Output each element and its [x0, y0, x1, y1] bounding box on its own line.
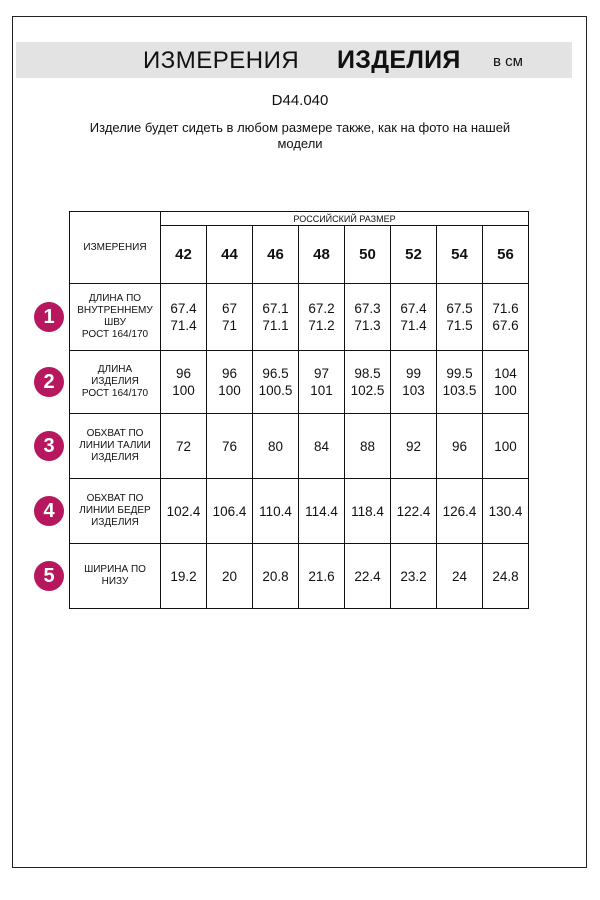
table-row [70, 351, 529, 414]
measurement-value: 88 [345, 414, 391, 479]
measurement-label: ДЛИНА ИЗДЕЛИЯ РОСТ 164/170 [70, 351, 161, 414]
measurement-value: 67.3 71.3 [345, 284, 391, 351]
measurement-value: 20.8 [253, 544, 299, 609]
size-header: 48 [299, 226, 345, 284]
measurement-value: 67 71 [207, 284, 253, 351]
measurement-value: 114.4 [299, 479, 345, 544]
measurement-value: 24.8 [483, 544, 529, 609]
measurement-value: 72 [161, 414, 207, 479]
measurement-value: 19.2 [161, 544, 207, 609]
size-header: 56 [483, 226, 529, 284]
measurement-value: 122.4 [391, 479, 437, 544]
measurement-value: 130.4 [483, 479, 529, 544]
measurement-value: 98.5 102.5 [345, 351, 391, 414]
measurement-value: 20 [207, 544, 253, 609]
measurement-value: 22.4 [345, 544, 391, 609]
row-number-badge: 2 [34, 367, 64, 397]
measurement-value: 24 [437, 544, 483, 609]
measurement-value: 99.5 103.5 [437, 351, 483, 414]
measurement-value: 126.4 [437, 479, 483, 544]
measurement-value: 96 100 [207, 351, 253, 414]
size-header: 50 [345, 226, 391, 284]
table-row [70, 544, 529, 609]
measurement-label: ДЛИНА ПО ВНУТРЕННЕМУ ШВУ РОСТ 164/170 [70, 284, 161, 351]
row-number-badge: 4 [34, 496, 64, 526]
measurement-label: ОБХВАТ ПО ЛИНИИ ТАЛИИ ИЗДЕЛИЯ [70, 414, 161, 479]
row-number-badge: 1 [34, 302, 64, 332]
size-header: 46 [253, 226, 299, 284]
measurement-value: 67.1 71.1 [253, 284, 299, 351]
measurement-label: ШИРИНА ПО НИЗУ [70, 544, 161, 609]
title-garment: ИЗДЕЛИЯ [337, 46, 461, 74]
table-row [70, 479, 529, 544]
table-row [70, 414, 529, 479]
measurement-value: 110.4 [253, 479, 299, 544]
row-number-badge: 3 [34, 431, 64, 461]
measurement-value: 67.5 71.5 [437, 284, 483, 351]
measurement-value: 97 101 [299, 351, 345, 414]
measurement-value: 67.4 71.4 [391, 284, 437, 351]
measurement-value: 84 [299, 414, 345, 479]
size-header: 44 [207, 226, 253, 284]
measurement-value: 104 100 [483, 351, 529, 414]
measurement-value: 23.2 [391, 544, 437, 609]
measurement-value: 100 [483, 414, 529, 479]
measurement-value: 96.5 100.5 [253, 351, 299, 414]
measurement-value: 106.4 [207, 479, 253, 544]
measurement-value: 118.4 [345, 479, 391, 544]
size-header: 54 [437, 226, 483, 284]
table-row [70, 284, 529, 351]
measurement-label: ОБХВАТ ПО ЛИНИИ БЕДЕР ИЗДЕЛИЯ [70, 479, 161, 544]
title-unit: в см [493, 53, 523, 70]
measurement-value: 71.6 67.6 [483, 284, 529, 351]
row-number-badge: 5 [34, 561, 64, 591]
product-code: D44.040 [271, 92, 329, 109]
size-header: 42 [161, 226, 207, 284]
title-measurements: ИЗМЕРЕНИЯ [143, 47, 300, 74]
title-banner [16, 42, 572, 78]
size-header: 52 [391, 226, 437, 284]
measurement-value: 102.4 [161, 479, 207, 544]
measurement-value: 67.4 71.4 [161, 284, 207, 351]
corner-label: ИЗМЕРЕНИЯ [70, 212, 161, 284]
size-system-label: РОССИЙСКИЙ РАЗМЕР [161, 212, 529, 226]
measurement-value: 80 [253, 414, 299, 479]
measurement-value: 92 [391, 414, 437, 479]
fit-note: Изделие будет сидеть в любом размере также, как на фото на нашей модели [89, 120, 511, 151]
measurement-value: 76 [207, 414, 253, 479]
size-table-wrapper [69, 211, 529, 609]
measurement-value: 96 [437, 414, 483, 479]
size-table [69, 211, 529, 609]
measurement-value: 67.2 71.2 [299, 284, 345, 351]
measurement-value: 99 103 [391, 351, 437, 414]
measurement-value: 96 100 [161, 351, 207, 414]
measurement-value: 21.6 [299, 544, 345, 609]
